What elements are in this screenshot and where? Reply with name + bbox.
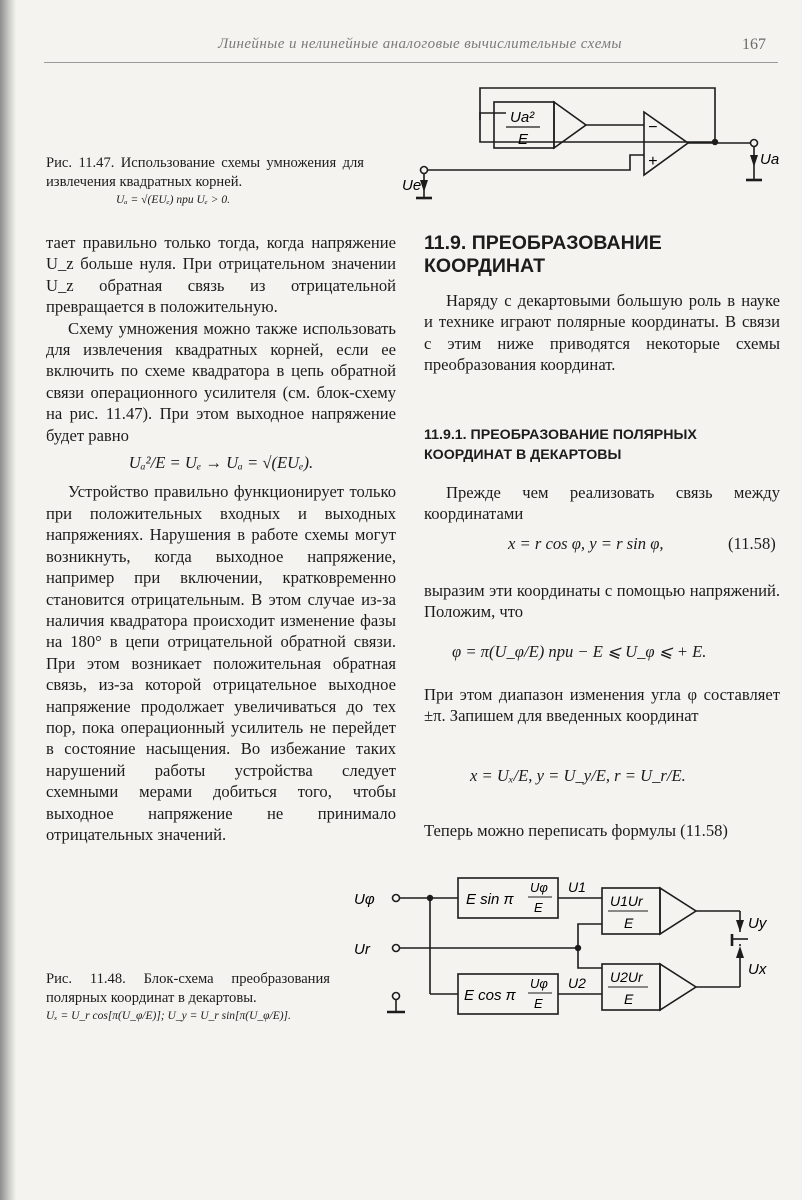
right-p1: Наряду с декартовыми большую роль в науке и технике играют полярные координаты. В связи с этим ниже приводятся некоторые схемы преобразования координат.: [424, 291, 780, 375]
sin-frac-den: E: [534, 900, 543, 915]
r-input-label: Ur: [354, 941, 370, 958]
eq-phi: φ = π(U_φ/E) при − E ⩽ U_φ ⩽ + E.: [452, 642, 707, 661]
fig-11-48-caption: [46, 970, 330, 1024]
input-label: Ue: [402, 177, 422, 194]
plus-input-wire: [426, 155, 644, 170]
fig-11-47-diagram: [390, 80, 790, 215]
cos-frac-den: E: [534, 996, 543, 1011]
right-p5-block: [424, 820, 780, 841]
box-bottom-label: E: [518, 131, 529, 148]
ux-arrow-icon: [736, 946, 744, 958]
output-label: Ua: [760, 151, 780, 168]
squarer-amp: [554, 102, 586, 148]
eq-xyr: x = Uₓ/E, y = U_y/E, r = U_r/E.: [470, 766, 686, 785]
left-p1: тает правильно только тогда, когда напряжение U_z больше нуля. При отрицательном значении U_z обратная связь из отрицательной превращается в положительную.: [46, 233, 396, 317]
mul2-top-label: U2Ur: [610, 969, 643, 985]
sin-frac-num: Uφ: [530, 880, 548, 895]
mul1-den-label: E: [624, 915, 634, 931]
plus-sign: +: [648, 153, 658, 170]
fig-11-47-formula: Uₐ = √(EUₑ) при Uₑ > 0.: [116, 194, 230, 206]
mul1-amp: [660, 888, 696, 934]
output-terminal: [751, 140, 758, 147]
right-p2-block: [424, 482, 780, 525]
section-title: 11.9. ПРЕОБРАЗОВАНИЕ КООРДИНАТ: [424, 232, 662, 277]
r-down-wire: [578, 948, 602, 968]
mul2-den-label: E: [624, 991, 634, 1007]
minus-sign: −: [648, 119, 658, 136]
subsection-title: 11.9.1. ПРЕОБРАЗОВАНИЕ ПОЛЯРНЫХ КООРДИНАТ В ДЕКАРТОВЫ: [424, 427, 697, 463]
u1-label: U1: [568, 879, 586, 895]
right-p4-block: [424, 684, 780, 727]
right-p2: Прежде чем реализовать связь между координатами: [424, 483, 780, 524]
fig-11-48-diagram: [340, 866, 790, 1026]
left-p2: Схему умножения можно также использовать для извлечения квадратных корней, если ее включить по схеме квадратора в цепь обратной связи операционного усилителя (см. блок-схему на рис. 11.47). При этом выходное напряжение будет равно: [46, 318, 396, 445]
phi-terminal: [393, 895, 400, 902]
mul1-top-label: U1Ur: [610, 893, 643, 909]
out-arrow-icon: [750, 155, 758, 167]
page-number: 167: [742, 36, 766, 53]
junction-r: [575, 945, 581, 951]
right-p3: выразим эти координаты с помощью напряжений. Положим, что: [424, 581, 780, 622]
mul2-amp: [660, 964, 696, 1010]
fig-11-48-caption-text: Рис. 11.48. Блок-схема преобразования полярных координат в декартовы.: [46, 971, 330, 1006]
eq-11-58: x = r cos φ, y = r sin φ,: [508, 534, 664, 553]
fig-11-47-caption: [46, 154, 364, 208]
left-p3: Устройство правильно функционирует только при положительных входных и выходных напряжениях. Нарушения в работе схемы могут возникнуть, когда выходное напряжение, например при включении, кратковременно становится отрицательным. В этом случае из-за наличия квадратора происходит изменение фазы на 180° в цепи отрицательной обратной связи. При этом возникает положительная обратная связь, из-за которой отрицательное выходное напряжение продолжает увеличиваться до тех пор, пока операционный усилитель не перейдет в состояние насыщения. Во избежание таких нарушений работы устройства следует схемными мерами добиться того, чтобы выходное напряжение не принимало отрицательных значений.: [46, 482, 396, 844]
cos-block-label: E cos π: [464, 987, 516, 1004]
input-terminal: [421, 167, 428, 174]
right-p3-block: [424, 580, 780, 623]
r-terminal: [393, 945, 400, 952]
eq-11-58-number: (11.58): [728, 534, 776, 553]
ux-label: Ux: [748, 961, 767, 978]
left-column: [46, 232, 396, 845]
u2-label: U2: [568, 975, 586, 991]
right-p5: Теперь можно переписать формулы (11.58): [424, 821, 728, 840]
left-eq: Uₐ²/E = Uₑ → Uₐ = √(EUₑ).: [128, 453, 314, 473]
phi-input-label: Uφ: [354, 891, 375, 908]
right-p4: При этом диапазон изменения угла φ составляет ±π. Запишем для введенных координат: [424, 685, 780, 726]
cos-frac-num: Uφ: [530, 976, 548, 991]
uy-label: Uy: [748, 915, 767, 932]
uy-arrow-icon: [736, 920, 744, 932]
r-up-wire: [578, 924, 602, 948]
fig-11-47-caption-text: Рис. 11.47. Использование схемы умножения для извлечения квадратных корней.: [46, 155, 364, 190]
junction-phi: [427, 895, 433, 901]
right-p1-block: [424, 290, 780, 376]
running-title: Линейные и нелинейные аналоговые вычислительные схемы: [218, 36, 622, 52]
in-arrow-icon: [420, 180, 428, 192]
junction-dot: [712, 139, 718, 145]
header-rule: [44, 62, 778, 63]
box-top-label: Ua²: [510, 109, 535, 126]
fig-11-48-formula: Uₓ = U_r cos[π(U_φ/E)]; U_y = U_r sin[π(U_φ/E)].: [46, 1010, 291, 1022]
page-gutter-shadow: [0, 0, 16, 1200]
sin-block-label: E sin π: [466, 891, 514, 908]
